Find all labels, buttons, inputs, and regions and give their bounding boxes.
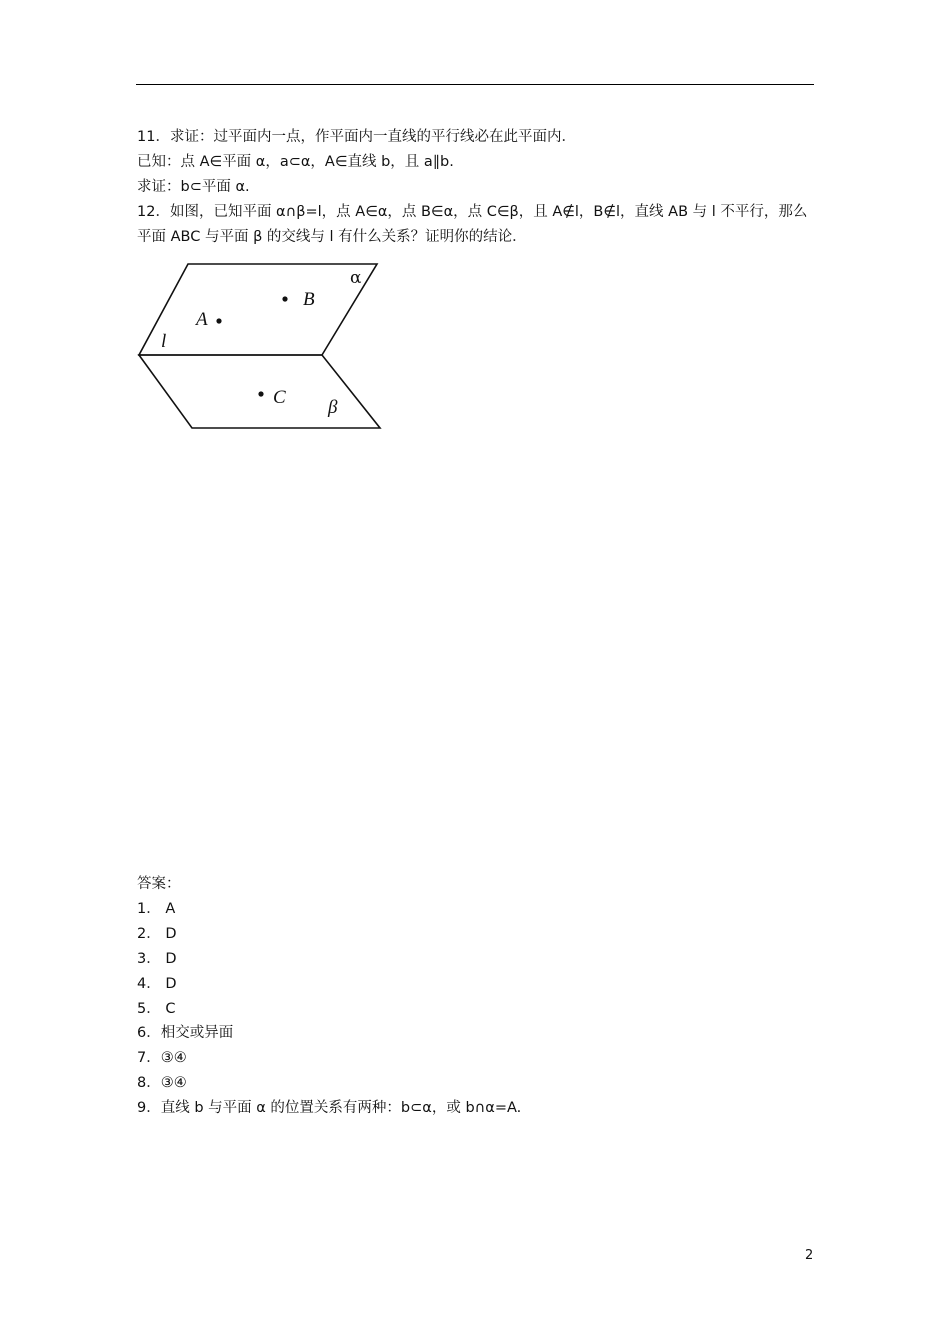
question-11-prove: 求证：b⊂平面 α.	[137, 179, 250, 195]
label-a: A	[196, 309, 208, 330]
point-c-dot	[258, 391, 263, 396]
label-l: l	[161, 331, 167, 352]
header-rule	[136, 84, 814, 85]
point-a-dot	[216, 318, 221, 323]
answer-item: 5． C	[137, 1001, 176, 1017]
answer-item: 9．直线 b 与平面 α 的位置关系有两种：b⊂α，或 b∩α=A.	[137, 1100, 522, 1116]
plane-alpha-outline	[139, 264, 377, 355]
question-11-given: 已知：点 A∈平面 α，a⊂α，A∈直线 b，且 a∥b.	[137, 154, 454, 170]
answers-heading: 答案：	[137, 876, 181, 892]
answer-item: 4． D	[137, 976, 177, 992]
label-alpha: α	[350, 268, 362, 288]
answer-item: 1． A	[137, 901, 176, 917]
label-beta: β	[328, 397, 338, 418]
answer-item: 3． D	[137, 951, 177, 967]
page-number: 2	[805, 1248, 814, 1263]
question-12-line-2: 平面 ABC 与平面 β 的交线与 l 有什么关系？证明你的结论．	[137, 229, 527, 245]
planes-figure	[130, 258, 390, 436]
answer-item: 8．③④	[137, 1075, 187, 1091]
answer-item: 7．③④	[137, 1050, 187, 1066]
label-c: C	[273, 387, 286, 408]
question-12-line-1: 12．如图，已知平面 α∩β=l，点 A∈α，点 B∈α，点 C∈β，且 A∉l，B∉l，直线 AB 与 l 不平行，那么	[137, 204, 808, 220]
point-b-dot	[282, 296, 287, 301]
answer-item: 2． D	[137, 926, 177, 942]
question-11-title: 11．求证：过平面内一点，作平面内一直线的平行线必在此平面内．	[137, 129, 576, 145]
plane-beta-outline	[139, 355, 380, 428]
label-b: B	[303, 289, 315, 310]
answer-item: 6．相交或异面	[137, 1025, 234, 1041]
planes-diagram	[130, 258, 390, 436]
